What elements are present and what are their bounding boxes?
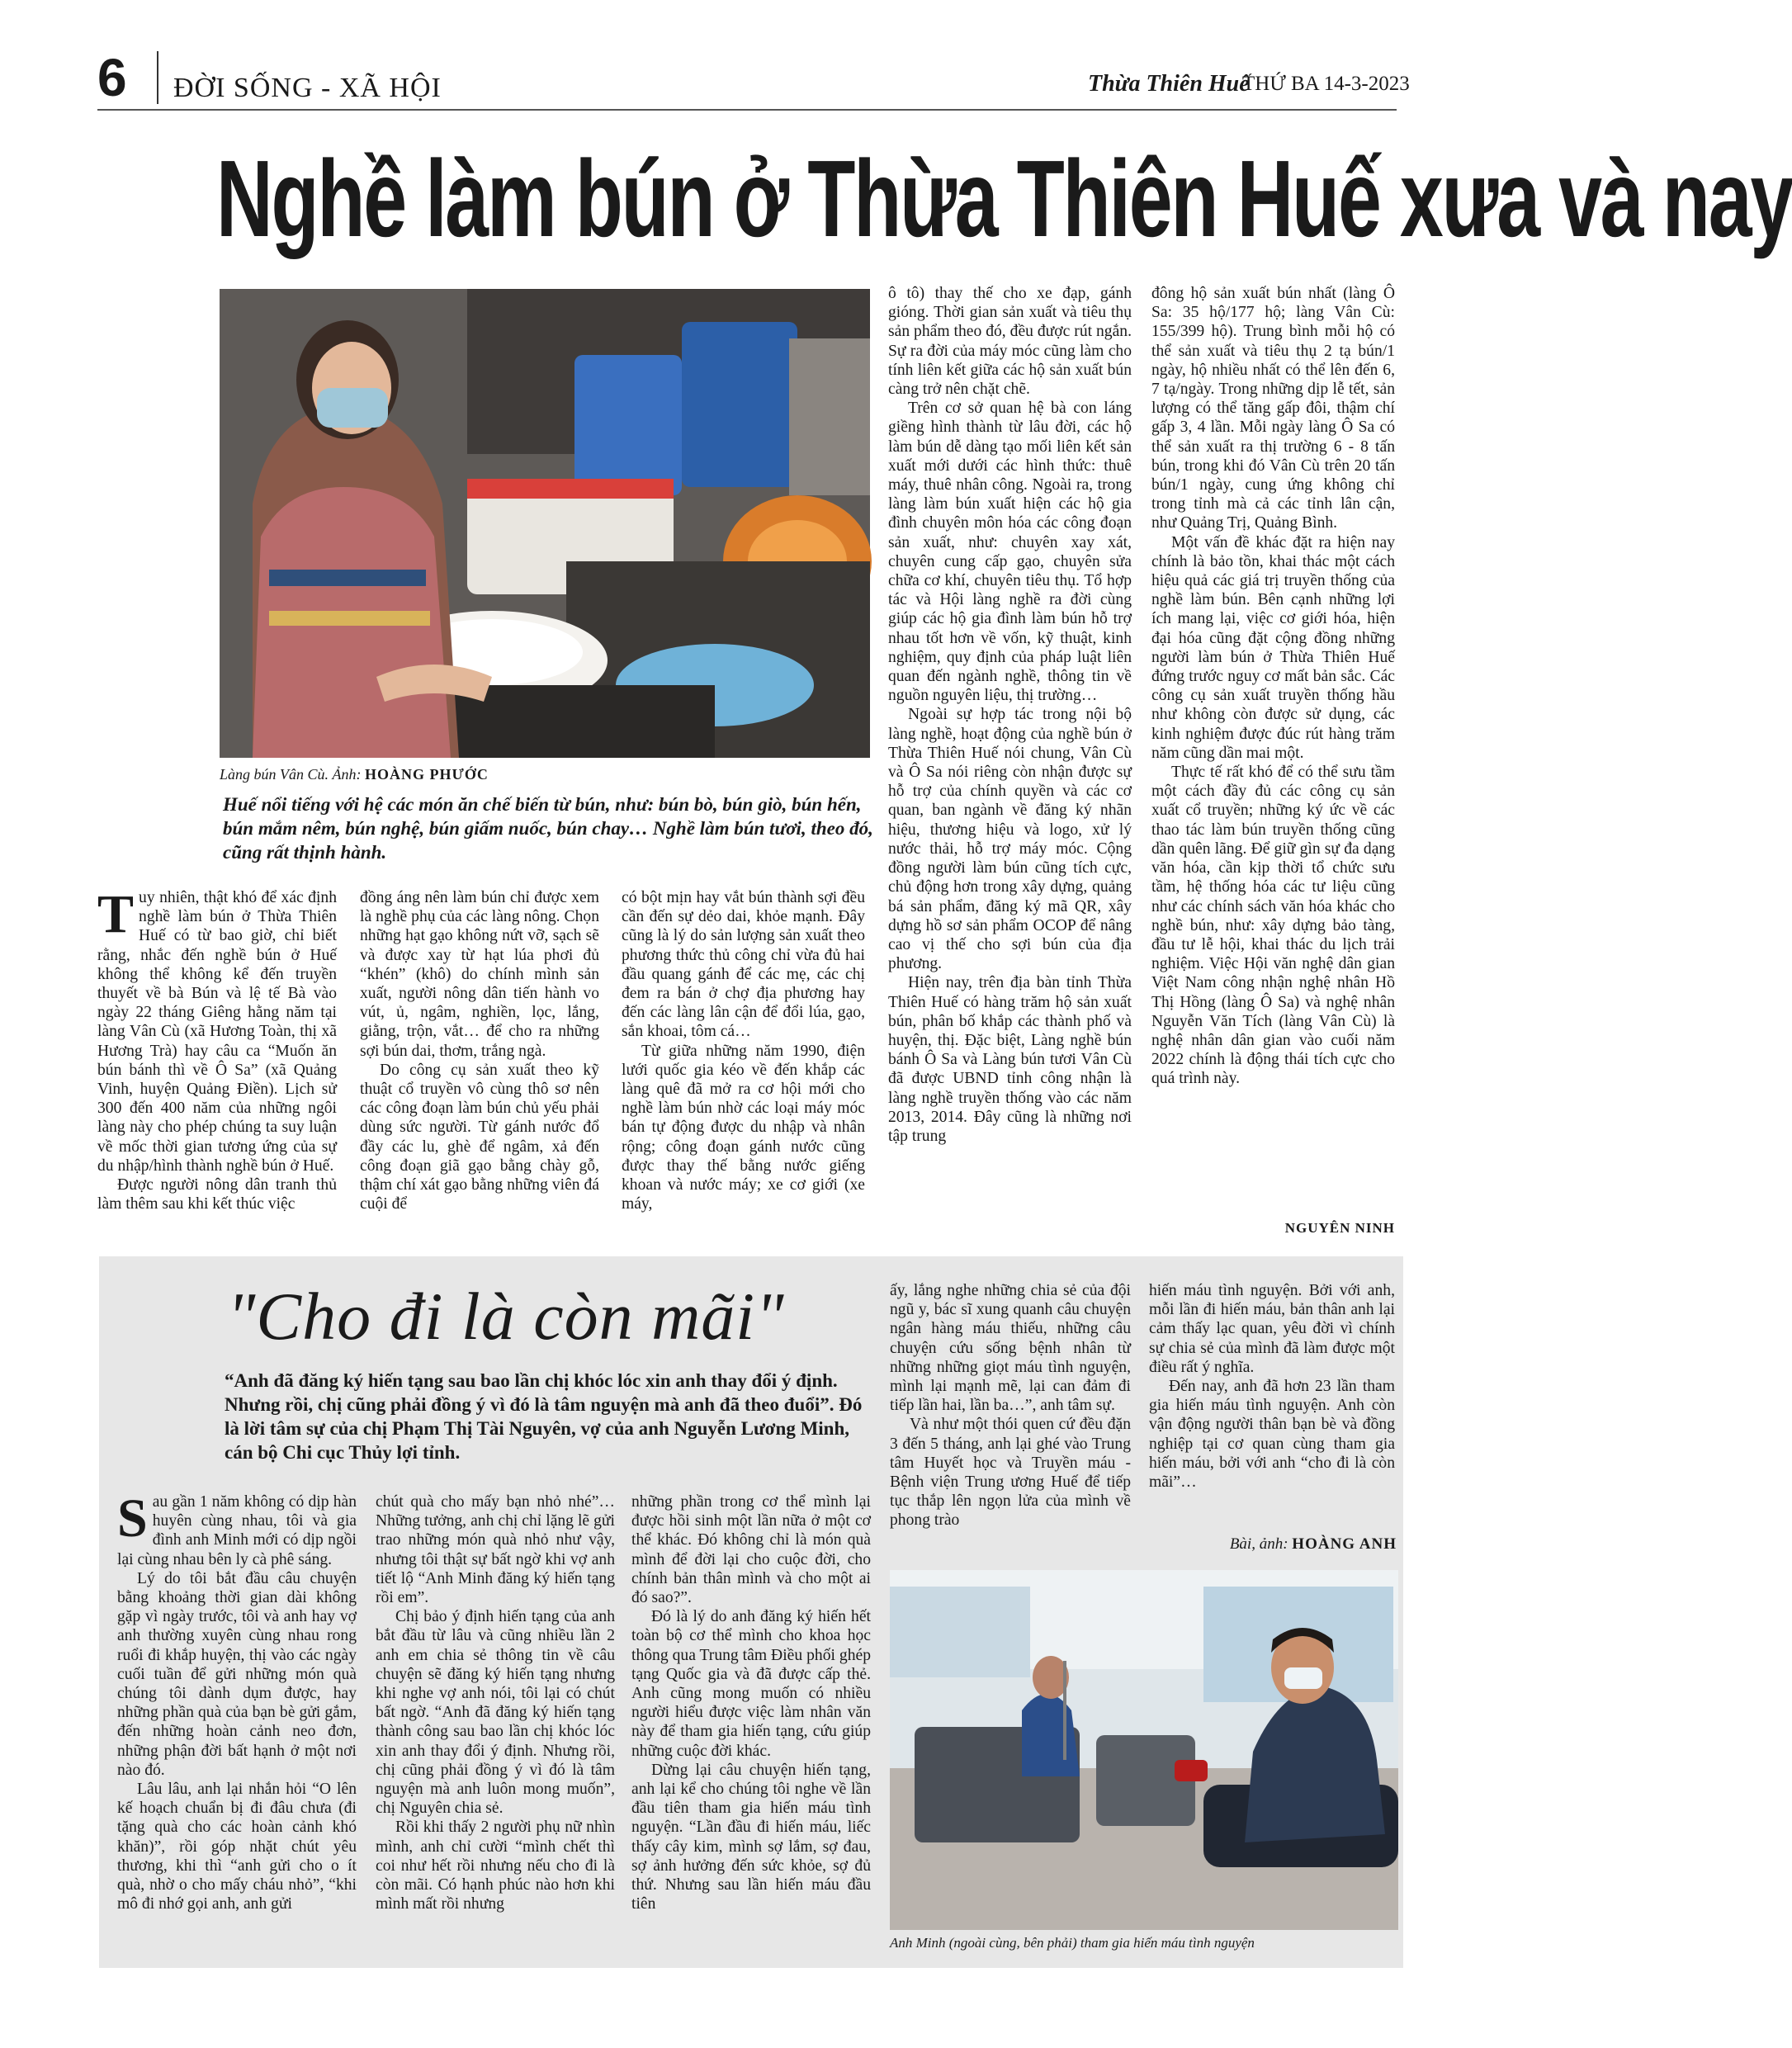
paragraph: Do công cụ sản xuất theo kỹ thuật cổ truyền vô cùng thô sơ nên các công đoạn làm bún chủ yếu phải dùng sức người. Từ gánh nước đổ đầy các lu, ghè để ngâm, xả đến công đoạn giã gạo bằng chày gỗ, thậm chí xát gạo bằng những viên đá cuội để — [360, 1061, 599, 1213]
author-name: HOÀNG ANH — [1292, 1535, 1397, 1553]
paragraph: au gần 1 năm không có dịp hàn huyên cùng nhau, tôi và gia đình anh Minh mới có dịp ngồi lại cùng nhau bên ly cà phê sáng. — [117, 1493, 357, 1568]
header-divider — [157, 51, 158, 104]
paragraph: Được người nông dân tranh thủ làm thêm sau khi kết thúc việc — [97, 1176, 337, 1213]
feature-photo — [890, 1570, 1398, 1930]
article-lead: Huế nổi tiếng với hệ các món ăn chế biến từ bún, như: bún bò, bún giò, bún hến, bún mắm nêm, bún nghệ, bún giấm nuốc, bún chay… Nghề làm bún tươi, theo đó, cũng rất thịnh hành. — [223, 794, 873, 863]
feature-lead: “Anh đã đăng ký hiến tạng sau bao lần chị khóc lóc xin anh thay đổi ý định. Nhưng rồi, chị cũng phải đồng ý vì đó là tâm nguyện mà anh đã theo đuổi”. Đó là lời tâm sự của chị Phạm Thị Tài Nguyên, vợ của anh Nguyễn Lương Minh, cán bộ Chi cục Thủy lợi tỉnh. — [225, 1370, 863, 1463]
article-byline: NGUYÊN NINH — [1284, 1220, 1395, 1236]
header-rule — [97, 109, 1397, 111]
paragraph: Một vấn đề khác đặt ra hiện nay chính là bảo tồn, khai thác một cách hiệu quả các giá trị truyền thống của nghề làm bún. Bên cạnh những lợi ích mang lại, việc cơ giới hóa, hiện đại hóa cũng đặt cộng đồng những người làm bún ở Thừa Thiên Huế đứng trước nguy cơ mất bản sắc. Các công cụ sản xuất truyền thống hầu như không còn được sử dụng, các kinh nghiệm được đúc rút hàng trăm năm cũng dần mai một. — [1151, 533, 1395, 762]
blood-donation-photo — [890, 1570, 1398, 1930]
rice-noodle-making-photo — [220, 289, 870, 758]
paragraph: ấy, lắng nghe những chia sẻ của đội ngũ y, bác sĩ xung quanh câu chuyện ngân hàng máu thiếu, những câu chuyện cứu sống bệnh nhân từ những những giọt máu tình nguyện, mình lại mạnh mẽ, lại can đảm đi tiếp lần hai, lần ba…”, anh tâm sự. — [890, 1282, 1131, 1415]
paragraph: đông hộ sản xuất bún nhất (làng Ô Sa: 35 hộ/177 hộ; làng Vân Cù: 155/399 hộ). Trung bình mỗi hộ có thể sản xuất và tiêu thụ 2 tạ bún/1 ngày, hộ nhiều nhất có thể lên đến 6, 7 tạ/ngày. Trong những dịp lễ tết, sản lượng có thể tăng gấp đôi, thậm chí gấp 3, 4 lần. Mỗi ngày làng Ô Sa có thể sản xuất ra thị trường 6 - 8 tấn bún, trong khi đó Vân Cù trên 20 tấn bún/1 ngày, cung ứng không chỉ trong tỉnh mà cả các tỉnh lân cận, như Quảng Trị, Quảng Bình. — [1151, 285, 1395, 532]
article2-column-2 — [376, 1492, 615, 1913]
photo-caption: Làng bún Vân Cù. Ảnh: HOÀNG PHƯỚC — [220, 766, 489, 783]
paragraph: Từ giữa những năm 1990, điện lưới quốc gia kéo về đến khắp các làng quê đã mở ra cơ hội mới cho nghề làm bún nhờ các loại máy móc bán tự động được du nhập và nhân rộng; công đoạn gánh nước cũng được thay thế bằng nước giếng khoan và nước máy; xe cơ giới (xe máy, — [622, 1042, 865, 1213]
article2-column-1 — [117, 1488, 357, 1913]
feature-photo-caption: Anh Minh (ngoài cùng, bên phải) tham gia hiến máu tình nguyện — [890, 1935, 1255, 1951]
paragraph: Rồi khi thấy 2 người phụ nữ nhìn mình, anh chỉ cười “mình chết thì coi như hết rồi nhưng nếu cho đi là còn mãi. Có hạnh phúc nào hơn khi mình mất rồi nhưng — [376, 1819, 615, 1913]
article1-column-4 — [888, 284, 1132, 1146]
paragraph: có bột mịn hay vắt bún thành sợi đều cần đến sự dẻo dai, khỏe mạnh. Đây cũng là lý do sản lượng sản xuất theo phương thức thủ công chỉ vừa đủ hai đầu quang gánh để các mẹ, các chị đem ra bán ở chợ địa phương hay đến các làng lân cận để đổi lúa, gạo, sắn khoai, tôm cá… — [622, 889, 865, 1041]
paragraph: những phần trong cơ thể mình lại được hồi sinh một lần nữa ở một cơ thể khác. Đó không chỉ là món quà mình để đời lại cho cuộc đời, cho chính bản thân mình và cho một ai đó sao?”. — [631, 1493, 871, 1607]
paragraph: Thực tế rất khó để có thể sưu tầm một cách đầy đủ các công cụ sản xuất cổ truyền; những ký ức về các thao tác làm bún truyền thống cũng dần quên lãng. Để giữ gìn sự đa dạng văn hóa, cần kịp thời tổ chức sưu tầm, hệ thống hóa các tư liệu cũng như các chính sách văn hóa khác cho nghề bún, như: xây dựng bảo tàng, đầu tư lễ hội, khai thác du lịch trải nghiệm. Việc Hội văn nghệ dân gian Việt Nam công nhận nghệ nhân Hồ Thị Hồng (làng Ô Sa) và nghệ nhân Nguyễn Văn Tích (làng Vân Cù) là nghệ nhân dân gian vào cuối năm 2022 chính là động thái tích cực cho quá trình này. — [1151, 764, 1395, 1088]
paragraph: uy nhiên, thật khó để xác định nghề làm bún ở Thừa Thiên Huế có từ bao giờ, chỉ biết rằng, nhắc đến nghề bún ở Huế không thể không kể đến truyền thuyết về bà Bún và lệ tế Bà vào ngày 22 tháng Giêng hằng năm tại làng Vân Cù (xã Hương Toàn, thị xã Hương Trà) hay câu ca “Muốn ăn bún bánh thì về Ô Sa” (xã Quảng Vinh, huyện Quảng Điền). Lịch sử 300 đến 400 năm của những ngôi làng này cho phép chúng ta suy luận về mốc thời gian tương ứng của sự du nhập/hình thành nghề bún ở Huế. — [97, 889, 337, 1175]
article2-column-5 — [1149, 1281, 1395, 1492]
photo-credit: HOÀNG PHƯỚC — [365, 766, 489, 783]
paragraph: Hiện nay, trên địa bàn tỉnh Thừa Thiên Huế có hàng trăm hộ sản xuất bún, phân bố khắp các thành phố và huyện, thị. Đặc biệt, Làng nghề bún bánh Ô Sa và Làng bún tươi Vân Cù đã được UBND tỉnh công nhận là làng nghề truyền thống vào các năm 2013, 2014. Đây cũng là những nơi tập trung — [888, 974, 1132, 1145]
article-title: Nghề làm bún ở Thừa Thiên Huế xưa và nay — [216, 138, 1792, 259]
feature-title: "Cho đi là còn mãi" — [227, 1279, 785, 1354]
paragraph: Dừng lại câu chuyện hiến tạng, anh lại kể cho chúng tôi nghe về lần đầu tiên tham gia hiến máu tình nguyện. “Lần đầu đi hiến máu, liếc thấy cây kim, mình sợ lắm, sợ đau, sợ ảnh hưởng đến sức khỏe, sợ đủ thứ. Nhưng sau lần hiến máu đầu tiên — [631, 1761, 871, 1913]
article2-column-3 — [631, 1492, 871, 1913]
newspaper-name: Thừa Thiên Huế — [1088, 71, 1250, 97]
article1-column-1 — [97, 884, 337, 1213]
paragraph: Và như một thói quen cứ đều đặn 3 đến 5 tháng, anh lại ghé vào Trung tâm Huyết học và Truyền máu - Bệnh viện Trung ương Huế để tiếp tục thắp lên ngọn lửa của mình về phong trào — [890, 1416, 1131, 1530]
paragraph: đồng áng nên làm bún chỉ được xem là nghề phụ của các làng nông. Chọn những hạt gạo không nứt vỡ, sạch sẽ và được xay từ hạt lúa phơi đủ “khén” (khô) do chính mình sản xuất, người nông dân tiến hành vo vút, ủ, ngâm, nghiền, lọc, lắng, giằng, trộn, vắt… để cho ra những sợi bún dai, thơm, trắng ngà. — [360, 889, 599, 1060]
drop-cap: T — [97, 884, 135, 944]
article1-column-2 — [360, 888, 599, 1213]
drop-cap: S — [117, 1488, 148, 1549]
paragraph: Lý do tôi bắt đầu câu chuyện bằng khoảng thời gian dài không gặp vì ngày trước, tôi và anh hay vợ anh thường xuyên cùng nhau rong ruổi đi khắp huyện, thị vào các ngày cuối tuần để gửi những món quà chúng tôi dành dụm được, hay những phần quà của bạn bè gửi gắm, đến những hoàn cảnh neo đơn, những phận đời bất hạnh ở một nơi nào đó. — [117, 1569, 357, 1779]
paragraph: hiến máu tình nguyện. Bởi với anh, mỗi lần đi hiến máu, bản thân anh lại cảm thấy lạc quan, yêu đời vì chính sự chia sẻ của mình đã làm được một điều rất ý nghĩa. — [1149, 1282, 1395, 1376]
feature-byline: Bài, ảnh: HOÀNG ANH — [1229, 1535, 1397, 1553]
paragraph: ô tô) thay thế cho xe đạp, gánh gióng. Thời gian sản xuất và tiêu thụ sản phẩm theo đó, đều được rút ngắn. Sự ra đời của máy móc cũng làm cho tính liên kết giữa các hộ sản xuất bún càng trở nên chặt chẽ. — [888, 285, 1132, 399]
paragraph: Đó là lý do anh đăng ký hiến hết toàn bộ cơ thể mình cho khoa học thông qua Trung tâm Điều phối ghép tạng Quốc gia và đã được cấp thẻ. Anh cũng mong muốn có nhiều người hiểu được việc làm nhân văn này để tham gia hiến tạng, cứu giúp những cuộc đời khác. — [631, 1608, 871, 1760]
article1-column-3 — [622, 888, 865, 1213]
paragraph: chút quà cho mấy bạn nhỏ nhé”… Những tưởng, anh chị chỉ lặng lẽ gửi trao những món quà nhỏ như vậy, nhưng tôi thật sự bất ngờ khi vợ anh tiết lộ “Anh Minh đăng ký hiến tạng rồi em”. — [376, 1493, 615, 1607]
section-title: ĐỜI SỐNG - XÃ HỘI — [173, 73, 442, 103]
paragraph: Đến nay, anh đã hơn 23 lần tham gia hiến máu tình nguyện. Anh còn vận động người thân bạn bè và đồng nghiệp tại cơ quan cùng tham gia hiến máu, bởi với anh “cho đi là còn mãi”… — [1149, 1378, 1395, 1492]
paragraph: Chị bảo ý định hiến tạng của anh bắt đầu từ lâu và cũng nhiều lần 2 anh em chia sẻ thông tin về câu chuyện sẽ đăng ký hiến tạng nhưng khi nghe vợ anh nói, tôi lại có chút bất ngờ. “Anh đã đăng ký hiến tạng thành công sau bao lần chị khóc lóc xin anh thay đổi ý định. Nhưng rồi, chị cũng phải đồng ý vì đó là tâm nguyện mà anh luôn mong muốn”, chị Nguyên chia sẻ. — [376, 1608, 615, 1818]
page-number: 6 — [97, 48, 127, 107]
article1-column-5 — [1151, 284, 1395, 1089]
article-photo — [220, 289, 870, 758]
paragraph: Trên cơ sở quan hệ bà con láng giềng hình thành từ lâu đời, các hộ làm bún dễ dàng tạo mối liên kết sản xuất mới dưới các hình thức: thuê máy, thuê nhân công. Ngoài ra, trong làng làm bún xuất hiện các hộ gia đình chuyên môn hóa các công đoạn sản xuất, như: chuyên xay xát, chuyên cung cấp gạo, chuyên sửa chữa cơ khí, chuyên tiêu thụ. Tổ hợp tác và Hội làng nghề ra đời cùng giúp các hộ gia đình làm bún hỗ trợ nhau tốt hơn về vốn, kỹ thuật, kinh nghiệm, quy định của pháp luật liên quan đến ngành nghề, thông tin về nguồn nguyên liệu, thị trường… — [888, 400, 1132, 705]
article2-column-4 — [890, 1281, 1131, 1530]
paragraph: Ngoài sự hợp tác trong nội bộ làng nghề, hoạt động của nghề bún ở Thừa Thiên Huế nói chung, Vân Cù và Ô Sa nói riêng còn nhận được sự hỗ trợ của chính quyền và các cơ quan, ban ngành về đăng ký nhãn hiệu, thương hiệu và logo, xử lý nước thải, hỗ trợ máy móc. Cộng đồng người làm bún cũng tích cực, chủ động hơn trong xây dựng, quảng bá sản phẩm, đăng ký mã QR, xây dựng hồ sơ sản phẩm OCOP để nâng cao vị thế cho sợi bún của địa phương. — [888, 706, 1132, 973]
paragraph: Lâu lâu, anh lại nhắn hỏi “O lên kế hoạch chuẩn bị đi đâu chưa (đi tặng quà cho các hoàn cảnh khó khăn)”, rồi góp nhặt chút yêu thương, khi thì “anh gửi cho o ít quà, nhờ o cho mấy cháu nhỏ”, “khi mô đi nhớ gọi anh, anh gửi — [117, 1781, 357, 1913]
issue-date: THỨ BA 14-3-2023 — [1242, 73, 1410, 95]
